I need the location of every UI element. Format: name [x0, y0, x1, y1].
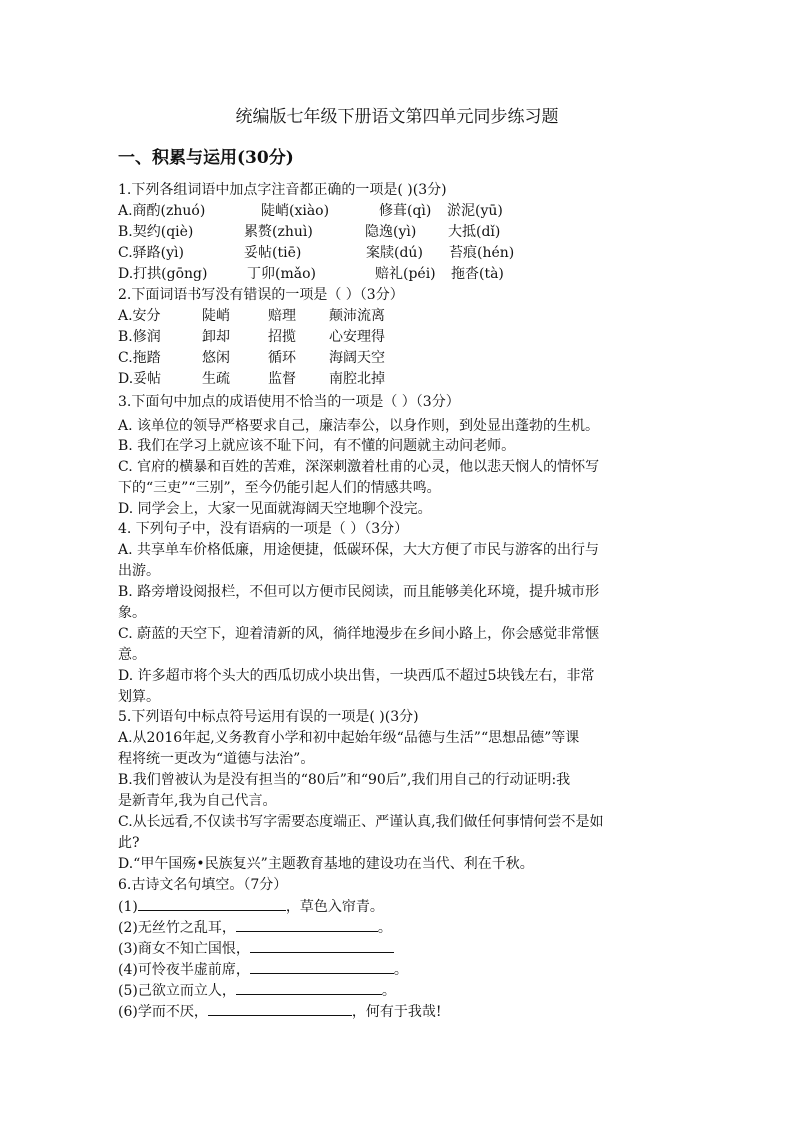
answer-blank[interactable]: [236, 918, 378, 932]
question-text-line: B. 我们在学习上就应该不耻下问，有不懂的问题就主动问老师。: [118, 438, 516, 454]
question-text-line: 出游。: [118, 563, 160, 579]
question-text-line: D. 同学会上，大家一见面就海阔天空地聊个没完。: [118, 501, 432, 517]
question-text-line: 意。: [118, 647, 146, 663]
question-text-line: A. 共享单车价格低廉，用途便捷，低碳环保，大大方便了市民与游客的出行与: [118, 542, 600, 558]
question-3-stem: 3.下面句中加点的成语使用不恰当的一项是（ ）（3分）: [118, 394, 460, 410]
question-text-line: D. 许多超市将个头大的西瓜切成小块出售，一块西瓜不超过5块钱左右，非常: [118, 668, 595, 684]
question-text-line: B.我们曾被认为是没有担当的“80后”和“90后”,我们用自己的行动证明:我: [118, 772, 571, 788]
question-text-line: 下的“三吏”“三别”，至今仍能引起人们的情感共鸣。: [118, 480, 441, 496]
fill-in-item: (2)无丝竹之乱耳， 。: [118, 920, 392, 936]
answer-blank[interactable]: [236, 981, 382, 995]
worksheet-title: 统编版七年级下册语文第四单元同步练习题: [235, 107, 559, 127]
question-text-line: 象。: [118, 605, 146, 621]
answer-blank[interactable]: [250, 960, 394, 974]
question-5-stem: 5.下列语句中标点符号运用有误的一项是( )(3分): [118, 709, 419, 725]
question-text-line: C. 蔚蓝的天空下，迎着清新的风，徜徉地漫步在乡间小路上，你会感觉非常惬: [118, 626, 600, 642]
fill-in-item: (5)己欲立而立人， 。: [118, 983, 396, 999]
section-heading: 一、积累与运用(30分): [118, 148, 294, 168]
question-1-stem: 1.下列各组词语中加点字注音都正确的一项是( )(3分): [118, 182, 447, 198]
question-6-stem: 6.古诗文名句填空。（7分）: [118, 877, 288, 893]
question-text-line: C.从长远看,不仅读书写字需要态度端正、严谨认真,我们做任何事情何尝不是如: [118, 814, 604, 830]
q1-option-row: B.契约(qiè) 累赘(zhuì) 隐逸(yì) 大抵(dǐ): [118, 224, 501, 240]
question-text-line: D.“甲午国殇•民族复兴”主题教育基地的建设功在当代、利在千秋。: [118, 856, 534, 872]
q2-option-row: A.安分 陡峭 赔理 颠沛流离: [118, 308, 385, 324]
fill-in-item: (1) ，草色入帘青。: [118, 899, 384, 915]
question-2-stem: 2.下面词语书写没有错误的一项是（ ）（3分）: [118, 287, 404, 303]
q1-option-row: A.商酌(zhuó) 陡峭(xiào) 修葺(qì) 淤泥(yū): [118, 203, 503, 219]
fill-in-item: (6)学而不厌， ，何有于我哉!: [118, 1004, 442, 1020]
q2-option-row: D.妥帖 生疏 监督 南腔北掉: [118, 371, 385, 387]
question-4-stem: 4. 下列句子中，没有语病的一项是（ ）（3分）: [118, 521, 409, 537]
q1-option-row: D.打拱(gōng) 丁卯(mǎo) 赔礼(péi) 拖沓(tà): [118, 266, 504, 282]
question-text-line: 此?: [118, 835, 140, 851]
fill-in-item: (4)可怜夜半虚前席， 。: [118, 962, 408, 978]
question-text-line: A. 该单位的领导严格要求自己，廉洁奉公，以身作则，到处显出蓬勃的生机。: [118, 418, 600, 434]
question-text-line: B. 路旁增设阅报栏，不但可以方便市民阅读，而且能够美化环境，提升城市形: [118, 584, 600, 600]
question-text-line: 程将统一更改为“道德与法治”。: [118, 751, 315, 767]
question-text-line: C. 官府的横暴和百姓的苦难，深深刺激着杜甫的心灵，他以悲天悯人的情怀写: [118, 459, 600, 475]
q2-option-row: B.修润 卸却 招揽 心安理得: [118, 329, 385, 345]
answer-blank[interactable]: [208, 1002, 352, 1016]
q2-option-row: C.拖踏 悠闲 循环 海阔天空: [118, 350, 385, 366]
answer-blank[interactable]: [138, 897, 286, 911]
question-text-line: 划算。: [118, 689, 160, 705]
q1-option-row: C.驿路(yì) 妥帖(tiē) 案牍(dú) 苔痕(hén): [118, 245, 515, 261]
question-text-line: A.从2016年起,义务教育小学和初中起始年级“品德与生活”“思想品德”等课: [118, 730, 580, 746]
answer-blank[interactable]: [250, 939, 394, 953]
question-text-line: 是新青年,我为自己代言。: [118, 793, 277, 809]
fill-in-item: (3)商女不知亡国恨，: [118, 939, 394, 958]
